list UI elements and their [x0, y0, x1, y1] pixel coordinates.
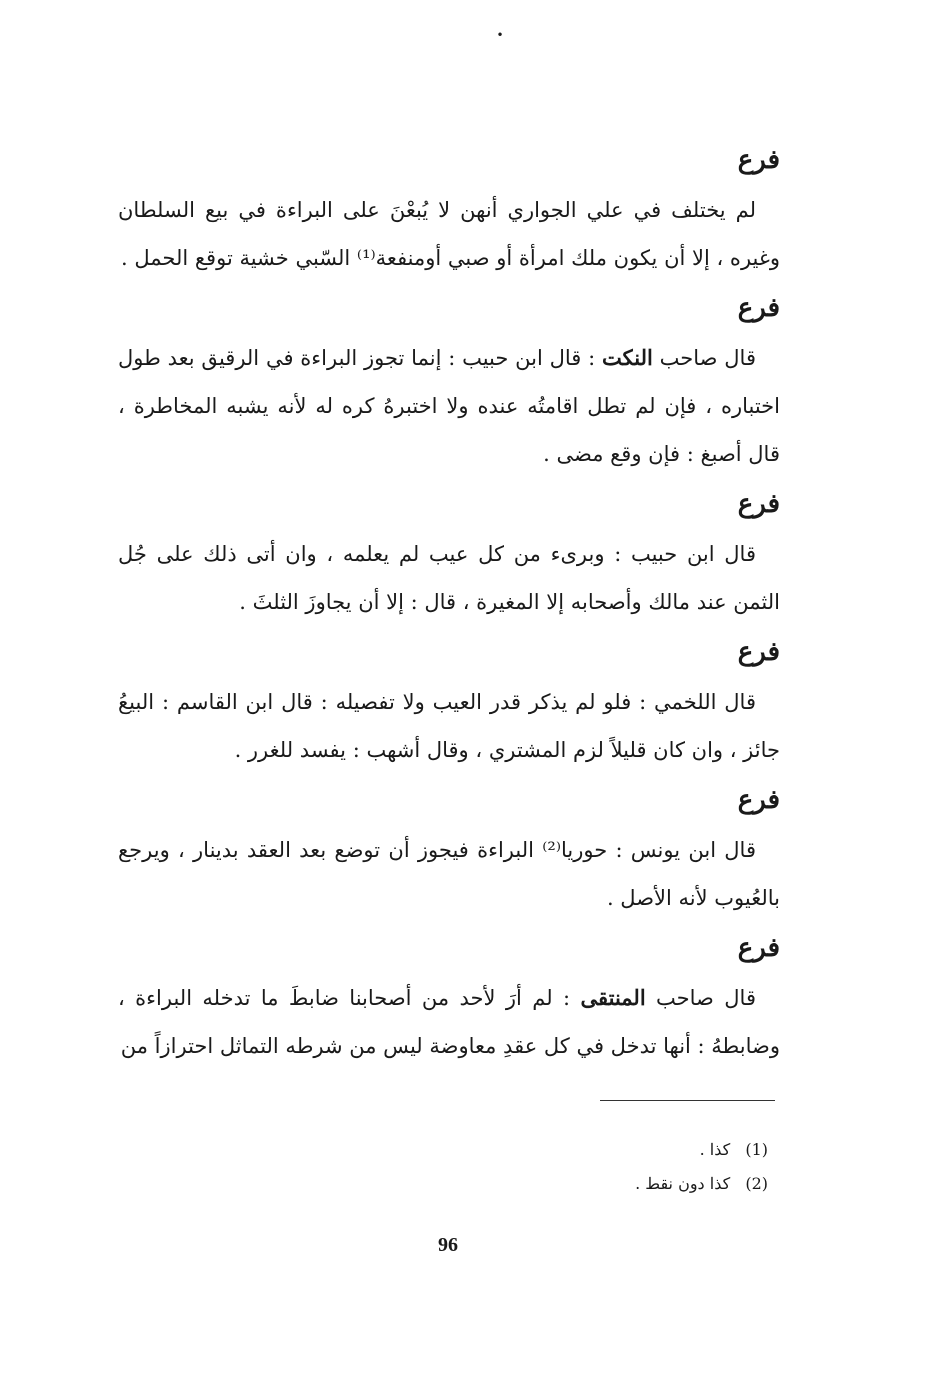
page-number: 96 [438, 1234, 458, 1256]
section-heading: فرع [737, 145, 780, 175]
footnote-separator [600, 1100, 775, 1101]
section-heading: فرع [737, 489, 780, 519]
paragraph-body: : قال ابن حبيب : إنما تجوز البراءة في الرقيق بعد طول اختباره ، فإن لم تطل اقامتُه عنده ولا اختبرهُ كره له لأنه يشبه المخاطرة ، قال أصبغ : فإن وقع مضى . [118, 346, 780, 466]
section-paragraph: لم يختلف في علي الجواري أنهن لا يُبعْنَ على البراءة في بيع السلطان وغيره ، إلا أن يكون ملك امرأة أو صبي أومنفعة⁽¹⁾ السّبي خشية توقع الحمل . [118, 198, 780, 270]
section-paragraph [118, 334, 780, 478]
section-paragraph: قال ابن يونس : حوريا⁽²⁾ البراءة فيجوز أن توضع بعد العقد بدينار ، ويرجع بالعُيوب لأنه الأصل . [118, 838, 780, 910]
section-paragraph [118, 974, 780, 1070]
footnote-text: كذا . [699, 1140, 731, 1159]
footnote-number: (2) [745, 1174, 768, 1193]
section-heading: فرع [737, 933, 780, 963]
footnote [118, 1167, 768, 1201]
footnote-text: كذا دون نقط . [635, 1174, 731, 1193]
book-title: النكت [602, 345, 653, 370]
footnotes [118, 1133, 768, 1201]
footnote [118, 1133, 768, 1167]
section-heading: فرع [737, 785, 780, 815]
paragraph-lead: قال صاحب [645, 986, 756, 1010]
top-ornament-mark: • [496, 28, 504, 42]
main-text [118, 140, 780, 1076]
section-paragraph: قال اللخمي : فلو لم يذكر قدر العيب ولا تفصيله : قال ابن القاسم : البيعُ جائز ، وان كان قليلاً لزم المشتري ، وقال أشهب : يفسد للغرر . [118, 690, 780, 762]
section-heading: فرع [737, 637, 780, 667]
book-title: المنتقى [580, 985, 646, 1010]
section-paragraph: قال ابن حبيب : وبرىء من كل عيب لم يعلمه ، وان أتى ذلك على جُل الثمن عند مالك وأصحابه إلا المغيرة ، قال : إلا أن يجاوزَ الثلثَ . [118, 542, 780, 614]
paragraph-lead: قال صاحب [652, 346, 756, 370]
footnote-number: (1) [745, 1140, 768, 1159]
paragraph-body: : لم أرَ لأحد من أصحابنا ضابطَ ما تدخله البراءة ، وضابطهُ : أنها تدخل في كل عقدِ معاوضة ليس من شرطه التماثل احترازاً من [118, 986, 780, 1058]
section-heading: فرع [737, 293, 780, 323]
